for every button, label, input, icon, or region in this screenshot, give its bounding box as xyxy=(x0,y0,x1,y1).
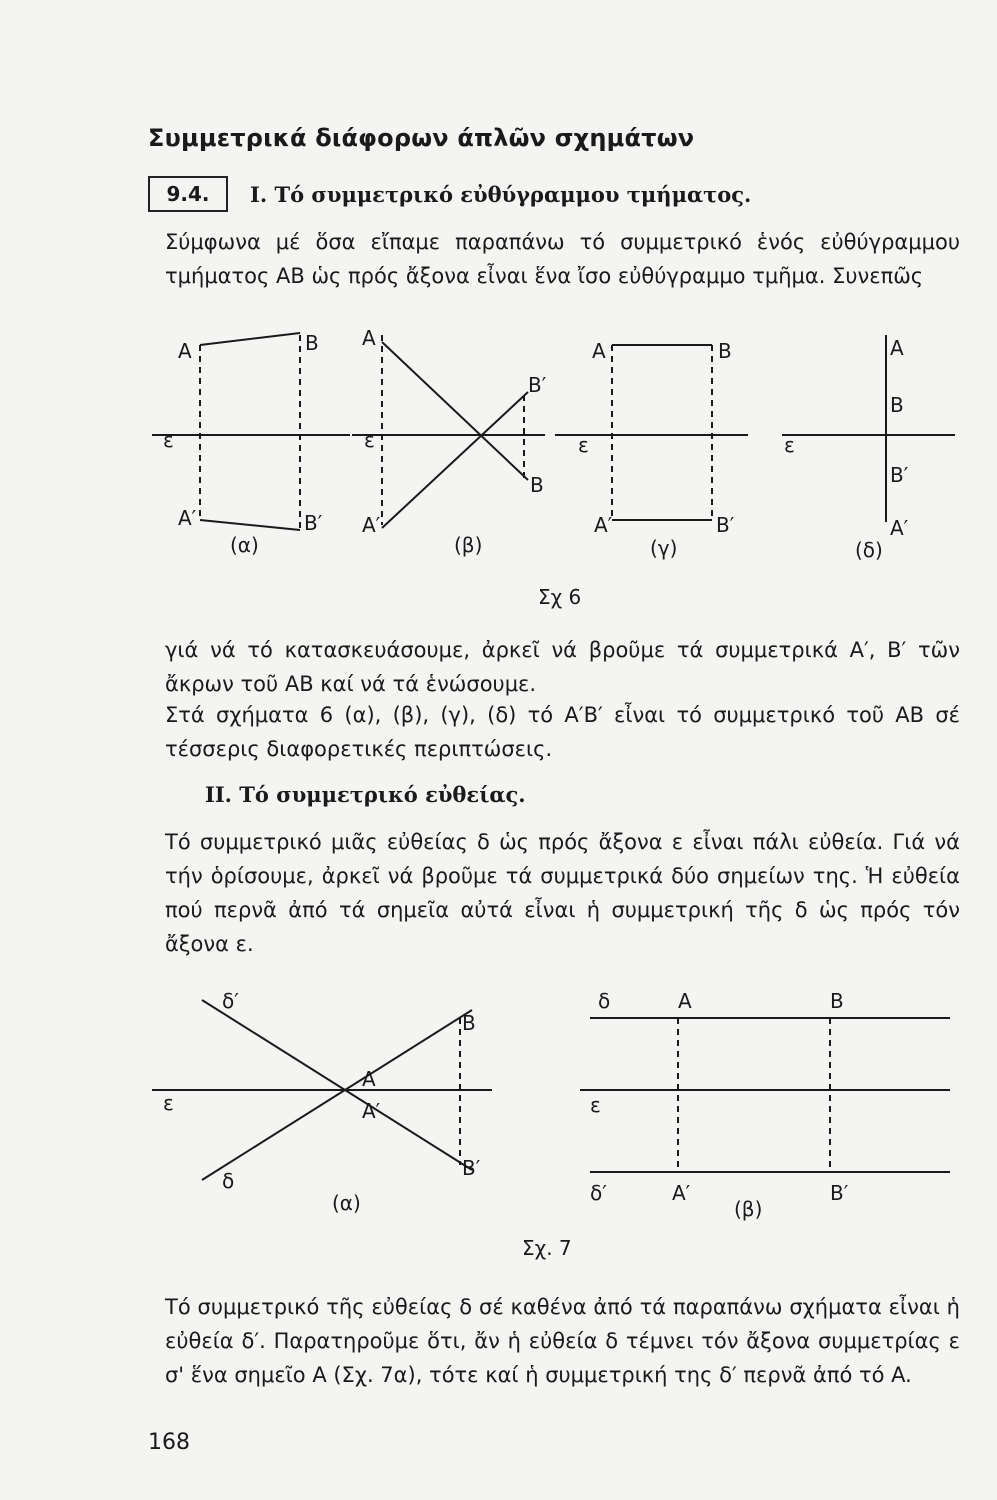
fig7a-label-B: B xyxy=(462,1011,476,1035)
fig6a-label-axis: ε xyxy=(163,428,174,452)
fig7a-caption: (α) xyxy=(332,1191,361,1215)
fig7a-label-delta: δ xyxy=(222,1169,235,1193)
fig7b-label-axis: ε xyxy=(590,1093,601,1117)
fig6c-label-B-prime: B′ xyxy=(716,513,735,537)
fig6d-caption: (δ) xyxy=(855,538,883,562)
fig6b-label-axis: ε xyxy=(364,428,375,452)
fig7a-label-A-prime: A′ xyxy=(362,1099,381,1123)
page-number: 168 xyxy=(148,1430,190,1455)
fig6d-label-A: A xyxy=(890,336,904,360)
section-heading: Συμμετρικά διάφορων άπλῶν σχημάτων xyxy=(148,124,695,152)
fig6b-label-A-prime: A′ xyxy=(362,513,381,537)
fig6b-label-B-prime: B′ xyxy=(528,373,547,397)
fig7b-label-A: A xyxy=(678,989,692,1013)
fig7b-caption: (β) xyxy=(734,1197,763,1221)
fig6a-caption: (α) xyxy=(230,533,259,557)
paragraph-construction: γιά νά τό κατασκευάσουμε, ἀρκεῖ νά βροῦμε τά συμμετρικά A′, B′ τῶν ἄκρων τοῦ AB καί νά τά ἑνώσουμε. xyxy=(165,638,960,696)
paragraph-line-symmetry: Τό συμμετρικό μιᾶς εὐθείας δ ὡς πρός ἄξονα ε εἶναι πάλι εὐθεία. Γιά νά τήν ὁρίσουμε, ἀρκεῖ νά βροῦμε τά συμμετρικά δύο σημείων της. Ἡ εὐθεία πού περνᾶ ἀπό τά σημεῖα αὐτά εἶναι ἡ συμμετρική τῆς δ ὡς πρός τόν ἄξονα ε. xyxy=(165,830,960,956)
fig6d-label-A-prime: A′ xyxy=(890,516,909,540)
subsection-title: II. Τό συμμετρικό εὐθείας. xyxy=(205,782,526,807)
fig7-caption: Σχ. 7 xyxy=(522,1236,572,1260)
fig6d-label-B: B xyxy=(890,393,904,417)
fig7a-label-delta-prime: δ′ xyxy=(222,989,239,1013)
section-number: 9.4. xyxy=(148,176,228,212)
section-title: I. Τό συμμετρικό εὐθύγραμμου τμήματος. xyxy=(250,182,752,207)
fig7b-label-A-prime: A′ xyxy=(672,1181,691,1205)
fig6a-label-A-prime: A′ xyxy=(178,506,197,530)
fig6b-label-A: A xyxy=(362,326,376,350)
fig6a-label-B-prime: B′ xyxy=(304,511,323,535)
fig7b-label-delta: δ xyxy=(598,989,611,1013)
paragraph-intro: Σύμφωνα μέ ὅσα εἴπαμε παραπάνω τό συμμετρικό ἑνός εὐθύγραμμου τμήματος AB ὡς πρός ἄξονα εἶναι ἕνα ἴσο εὐθύγραμμο τμῆμα. Συνεπῶς xyxy=(165,230,960,288)
fig6d-label-B-prime: B′ xyxy=(890,463,909,487)
fig6a-label-B: B xyxy=(305,331,319,355)
fig7a-line-delta-prime xyxy=(202,1010,472,1180)
fig6c-caption: (γ) xyxy=(650,536,678,560)
fig6-caption: Σχ 6 xyxy=(538,585,582,609)
fig6d-label-axis: ε xyxy=(784,433,795,457)
fig6c-label-A-prime: A′ xyxy=(594,513,613,537)
fig6c-label-axis: ε xyxy=(578,433,589,457)
fig6b-caption: (β) xyxy=(454,533,483,557)
fig6b-label-B: B xyxy=(530,473,544,497)
paragraph-cases: Στά σχήματα 6 (α), (β), (γ), (δ) τό A′B′ εἶναι τό συμμετρικό τοῦ AB σέ τέσσερις διαφορετικές περιπτώσεις. xyxy=(165,703,960,761)
fig6a-label-A: A xyxy=(178,339,192,363)
fig7a-label-A: A xyxy=(362,1067,376,1091)
fig7a-line-delta xyxy=(202,1000,472,1170)
fig7b-label-delta-prime: δ′ xyxy=(590,1181,607,1205)
fig7a-label-axis: ε xyxy=(163,1091,174,1115)
fig7b-label-B-prime: B′ xyxy=(830,1181,849,1205)
fig7b-label-B: B xyxy=(830,989,844,1013)
fig6c-label-B: B xyxy=(718,339,732,363)
paragraph-conclusion: Τό συμμετρικό τῆς εὐθείας δ σέ καθένα ἀπό τά παραπάνω σχήματα εἶναι ἡ εὐθεία δ′. Παρατηροῦμε ὅτι, ἄν ἡ εὐθεία δ τέμνει τόν ἄξονα συμμετρίας ε σ' ἕνα σημεῖο A (Σχ. 7α), τότε καί ἡ συμμετρική της δ′ περνᾶ ἀπό τό A. xyxy=(165,1295,960,1387)
fig6c-label-A: A xyxy=(592,339,606,363)
fig7a-label-B-prime: B′ xyxy=(462,1156,481,1180)
